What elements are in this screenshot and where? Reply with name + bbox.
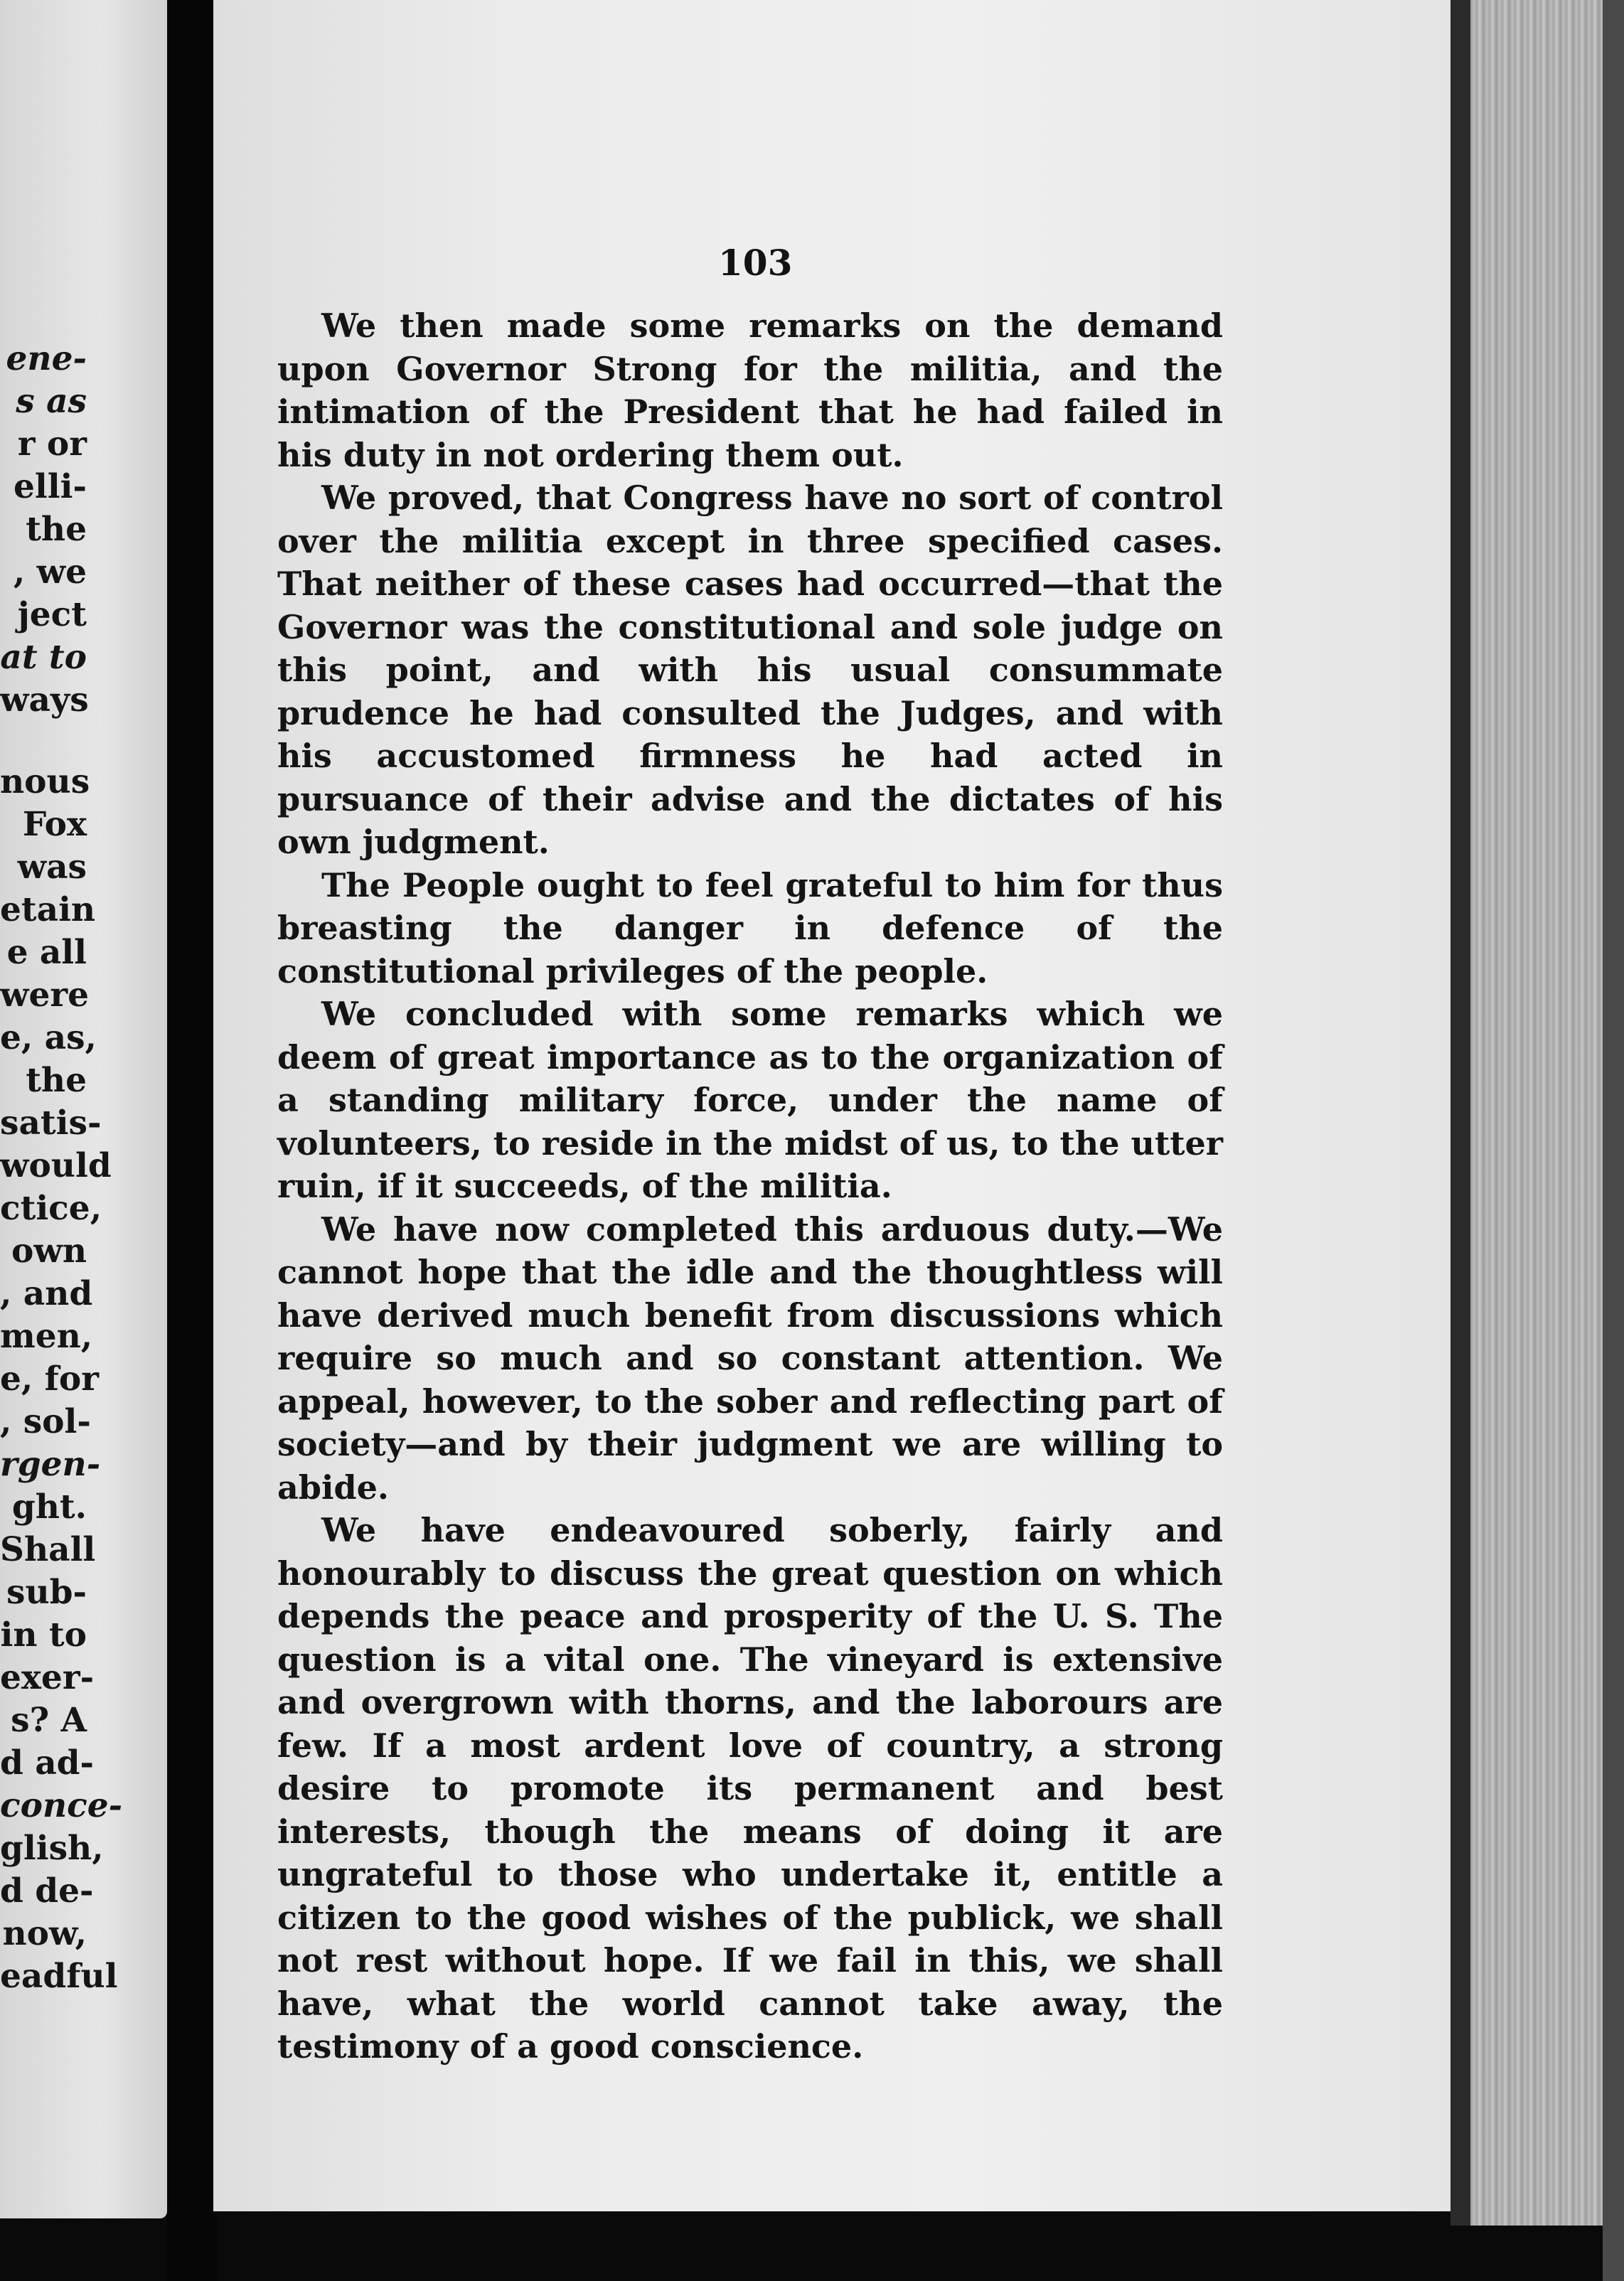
paragraph-2: We proved, that Congress have no sort of control over the militia except in three specified cases. That neither of these cases had occurred—that the Governor was the constitutional and sole judge on this point, and with his usual consummate prudence he had consulted the Judges, and with his accustomed firmness he had acted in pursuance of their advise and the dictates of his own judgment. <box>277 479 1223 861</box>
left-page-line: elli- <box>14 467 87 506</box>
left-page-line: satis- <box>0 1104 102 1143</box>
page-edge-shadow <box>1451 0 1470 2226</box>
book-block-edges <box>1470 0 1603 2226</box>
left-page-line: was <box>17 848 87 887</box>
left-page-line: ene- <box>6 339 87 378</box>
left-page-line: conce- <box>0 1786 123 1825</box>
left-page-line: Shall <box>0 1530 96 1569</box>
left-page-line: now, <box>2 1914 87 1953</box>
paragraph-4: We concluded with some remarks which we deem of great importance as to the organization of a standing military force, under the name of volunteers, to reside in the midst of us, to the utter ruin, if it succeeds, of the militia. <box>277 995 1223 1205</box>
left-page-line: glish, <box>0 1829 104 1868</box>
left-page-line: e, as, <box>0 1018 97 1057</box>
paragraph-3: The People ought to feel grateful to him for thus breasting the danger in defence of the constitutional privileges of the people. <box>277 865 1223 990</box>
left-page-line: ways <box>0 680 89 720</box>
right-border <box>1603 0 1624 2281</box>
left-page-line: rgen- <box>0 1445 101 1484</box>
left-page-line: e, for <box>0 1359 99 1399</box>
left-page-line: s as <box>16 382 87 421</box>
left-page-line: at to <box>0 638 87 677</box>
left-page-line: were <box>0 976 90 1015</box>
body-text <box>277 304 1223 2068</box>
left-page-line: d de- <box>0 1871 94 1911</box>
left-page-line: the <box>26 1061 87 1100</box>
left-page-line: etain <box>0 890 96 929</box>
left-page-line: nous <box>0 762 90 801</box>
left-page-line: own <box>11 1232 87 1271</box>
left-page-line: , sol- <box>0 1402 91 1441</box>
left-page-line: s? A <box>11 1701 87 1740</box>
left-page-paragraph-gap <box>0 722 87 761</box>
facing-left-page <box>0 0 167 2218</box>
left-page-line: ject <box>17 595 87 634</box>
paragraph-1: We then made some remarks on the demand upon Governor Strong for the militia, and the intimation of the President that he had failed in his duty in not ordering them out. <box>277 306 1223 474</box>
left-page-line: exer- <box>0 1658 95 1697</box>
left-page-line: r or <box>17 424 87 464</box>
left-page-line: the <box>26 510 87 549</box>
left-page-line: men, <box>0 1317 93 1356</box>
page-number: 103 <box>718 242 793 284</box>
left-page-line: , we <box>13 552 87 592</box>
left-page-line: in to <box>0 1615 87 1655</box>
left-page-text-fragments <box>0 338 123 1998</box>
paragraph-5: We have now completed this arduous duty.—We cannot hope that the idle and the thoughtless will have derived much benefit from discussions which require so much and so constant attention. We appeal, however, to the sober and reflecting part of society—and by their judgment we are willing to abide. <box>277 1209 1223 1507</box>
left-page-line: Fox <box>22 805 87 844</box>
book-gutter <box>167 0 217 2281</box>
left-page-line: would <box>0 1146 112 1185</box>
left-page-line: ctice, <box>0 1189 102 1228</box>
left-page-line: d ad- <box>0 1743 95 1783</box>
left-page-line: e all <box>6 933 87 972</box>
paragraph-6: We have endeavoured soberly, fairly and honourably to discuss the great question on which depends the peace and prosperity of the U. S. The question is a vital one. The vineyard is extensive and overgrown with thorns, and the laborours are few. If a most ardent love of country, a strong desire to promote its permanent and best interests, though the means of doing it are ungrateful to those who undertake it, entitle a citizen to the good wishes of the publick, we shall not rest without hope. If we fail in this, we shall have, what the world cannot take away, the testimony of a good conscience. <box>277 1511 1223 2066</box>
left-page-line: sub- <box>6 1573 87 1612</box>
left-page-line: eadful <box>0 1957 118 1996</box>
left-page-line: ght. <box>11 1487 87 1527</box>
left-page-line: , and <box>0 1274 93 1313</box>
